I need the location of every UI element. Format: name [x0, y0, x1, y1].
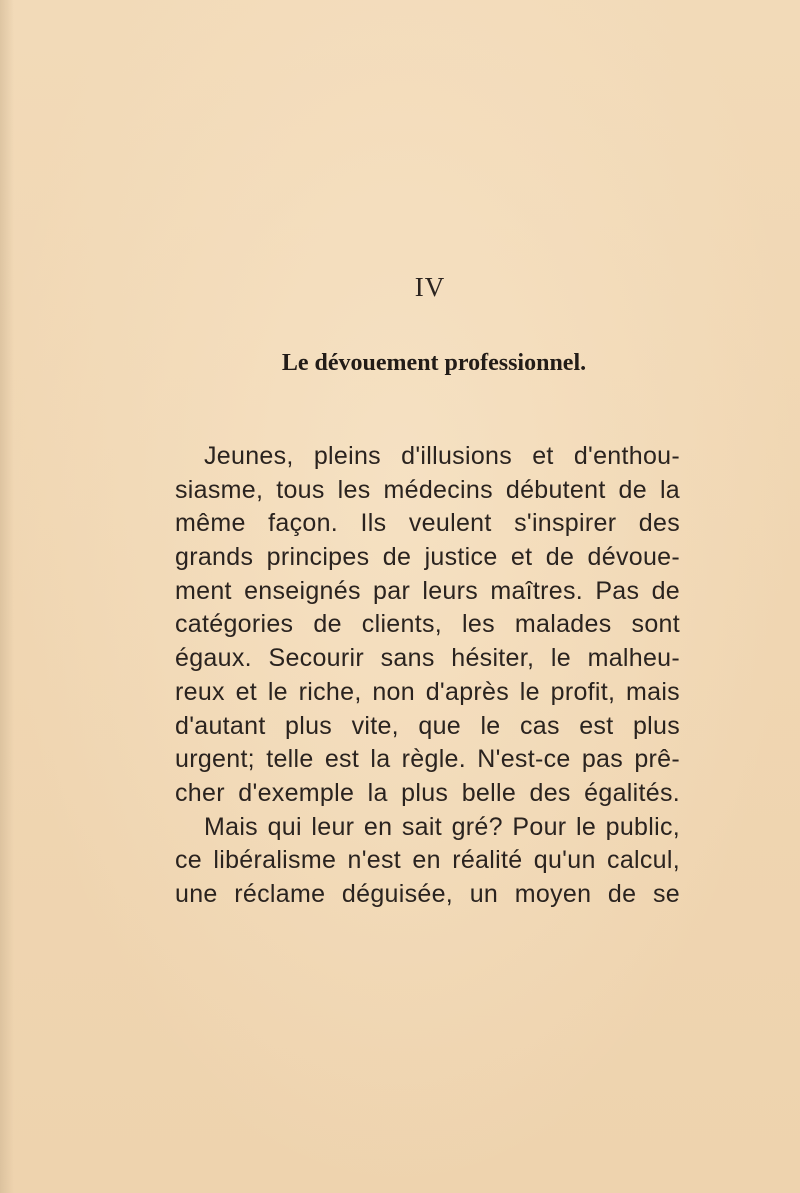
body-text [175, 440, 680, 912]
text-line: égaux. Secourir sans hésiter, le malheu- [175, 644, 680, 673]
page-edge-shadow [0, 0, 14, 1193]
text-line: ce libéralisme n'est en réalité qu'un calcul, [175, 846, 680, 875]
text-line: Mais qui leur en sait gré? Pour le public, [204, 812, 680, 841]
text-line: Jeunes, pleins d'illusions et d'enthou- [204, 442, 680, 470]
text-line: une réclame déguisée, un moyen de se [175, 879, 680, 908]
text-line: urgent; telle est la règle. N'est-ce pas prê- [175, 745, 680, 774]
text-line: cher d'exemple la plus belle des égalités. [175, 778, 680, 807]
text-line: reux et le riche, non d'après le profit, mais [175, 677, 680, 706]
text-line: siasme, tous les médecins débutent de la [175, 475, 680, 504]
text-line: même façon. Ils veulent s'inspirer des [175, 509, 680, 538]
text-line: catégories de clients, les malades sont [175, 610, 680, 639]
text-line: grands principes de justice et de dévoue- [175, 543, 680, 572]
text-line: ment enseignés par leurs maîtres. Pas de [175, 576, 680, 605]
text-line: d'autant plus vite, que le cas est plus [175, 711, 680, 740]
chapter-number: IV [414, 272, 446, 302]
chapter-title: Le dévouement professionnel. [281, 350, 587, 376]
